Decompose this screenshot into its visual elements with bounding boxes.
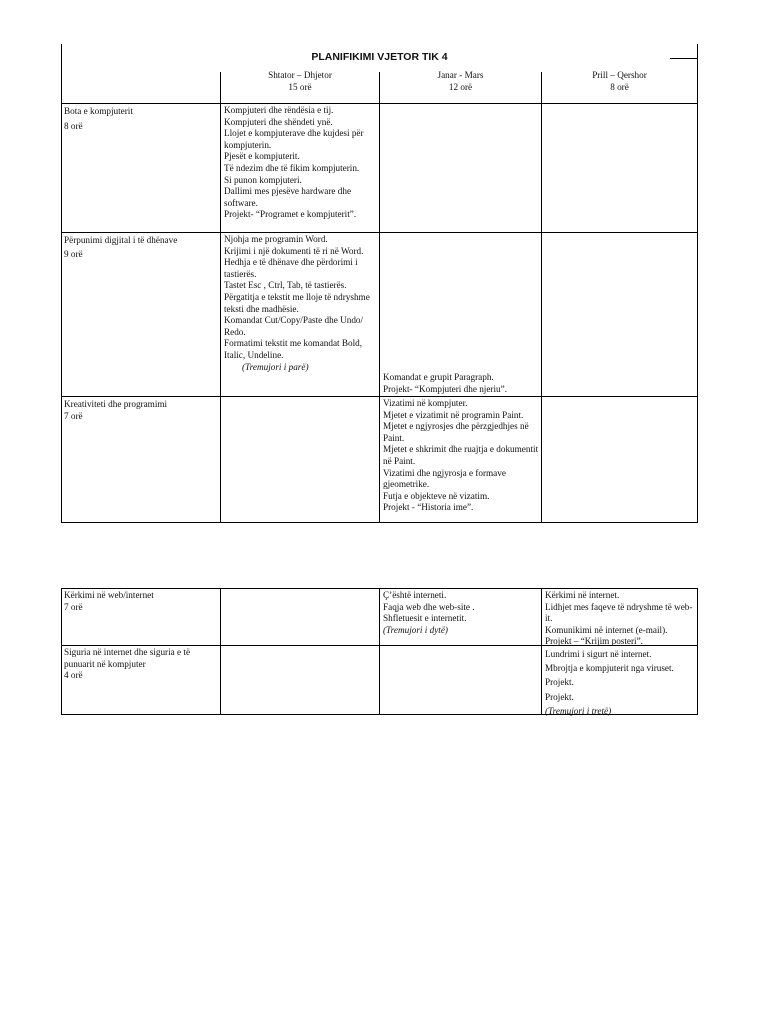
topic-name: Bota e kompjuterit (64, 106, 133, 116)
row5-topic-cell (64, 647, 218, 682)
lesson-item: Futja e objekteve në vizatim. (383, 490, 490, 501)
term-note: (Tremujori i dytë) (383, 624, 448, 635)
lesson-item: Llojet e kompjuterave dhe kujdesi për kompjuterin. (224, 128, 364, 150)
column-hours: 8 orë (610, 81, 629, 92)
lesson-item: Faqja web dhe web-site . (383, 601, 475, 612)
table1-bottom (61, 522, 698, 523)
table1-col-divider-1 (220, 72, 221, 523)
table1-col-divider-2 (379, 72, 380, 523)
lesson-item: Njohja me programin Word. (224, 234, 328, 244)
term-note: (Tremujori i tretë) (545, 705, 612, 716)
row3-col2-cell (383, 398, 539, 514)
lesson-item: Krijimi i një dokumenti të ri në Word. (224, 245, 364, 256)
column-hours: 15 orë (288, 81, 312, 92)
lesson-item: Hedhja e të dhënave dhe përdorimi i tastierës. (224, 257, 358, 279)
table2-left-border (61, 588, 62, 715)
column-period: Prill – Qershor (592, 70, 647, 80)
row2-col2-cell (383, 372, 539, 395)
table2-col-divider-2 (379, 588, 380, 715)
lesson-item: Projekt- “Programet e kompjuterit”. (224, 209, 357, 220)
topic-name: Përpunimi digjital i të dhënave (64, 235, 178, 245)
lesson-item: Mjetet e vizatimit në programin Paint. (383, 409, 524, 420)
lesson-item: Mjetet e shkrimit dhe ruajtja e dokumentit në Paint. (383, 444, 539, 466)
lesson-item: Projekt. (545, 691, 574, 702)
row5-col3-cell (545, 647, 695, 718)
term-note: (Tremujori i parë) (242, 361, 309, 372)
lesson-item: Përgatitja e tekstit me lloje të ndryshme teksti dhe madhësie. (224, 291, 370, 314)
row4-col2-cell (383, 590, 539, 636)
lesson-item: Projekt – “Krijim posteri”. (545, 636, 643, 647)
topic-hours: 4 orë (64, 670, 83, 681)
lesson-item: Projekt - “Historia ime”. (383, 502, 474, 513)
lesson-item: Dallimi mes pjesëve hardware dhe software. (224, 186, 352, 208)
topic-hours: 8 orë (64, 120, 83, 131)
row4-topic-cell (64, 590, 218, 613)
lesson-item: Komandat e grupit Paragraph. (383, 372, 494, 382)
topic-name: Siguria në internet dhe siguria e të punuarit në kompjuter (64, 647, 191, 669)
lesson-item: Kërkimi në internet. (545, 590, 620, 600)
column-hours: 12 orë (448, 81, 473, 92)
topic-hours: 7 orë (64, 601, 83, 612)
topic-name: Kërkimi në web/internet (64, 590, 154, 600)
lesson-item: Kompjuteri dhe shëndeti ynë. (224, 116, 333, 127)
lesson-item: Kompjuteri dhe rëndësia e tij. (224, 105, 334, 115)
lesson-item: Formatimi tekstit me komandat Bold, Italic, Undeline. (224, 338, 363, 360)
row4-col3-cell (545, 590, 695, 648)
row2-topic-cell (64, 235, 218, 260)
lesson-item: Mjetet e ngjyrosjes dhe përzgjedhjes në Paint. (383, 421, 529, 443)
table1-row1-bottom (61, 232, 698, 233)
lesson-item: Vizatimi dhe ngjyrosja e formave gjeometrike. (383, 467, 506, 490)
table1-header-bottom (61, 103, 698, 104)
table2-right-border (697, 588, 698, 715)
lesson-item: Projekt. (545, 677, 574, 688)
column-period: Janar - Mars (437, 70, 484, 80)
column-header-3 (542, 70, 697, 93)
row2-col1-cell (224, 234, 378, 373)
column-period: Shtator – Dhjetor (268, 70, 332, 80)
lesson-item: Komunikimi në internet (e-mail). (545, 624, 668, 635)
topic-name: Kreativiteti dhe programimi (64, 399, 168, 409)
row3-topic-cell (64, 399, 218, 422)
lesson-item: Vizatimi në kompjuter. (383, 398, 468, 408)
table1-col-divider-3 (541, 72, 542, 523)
page-title: PLANIFIKIMI VJETOR TIK 4 (311, 51, 448, 63)
lesson-item: Mbrojtja e kompjuterit nga viruset. (545, 663, 674, 674)
table1-right-border (697, 44, 698, 523)
lesson-item: Lundrimi i sigurt në internet. (545, 649, 652, 659)
lesson-item: Shfletuesit e internetit. (383, 613, 467, 624)
column-header-1 (221, 70, 379, 93)
row1-col1-cell (224, 105, 378, 221)
lesson-item: Të ndezim dhe të fikim kompjuterin. (224, 162, 360, 173)
lesson-item: Projekt- “Kompjuteri dhe njeriu”. (383, 383, 507, 394)
lesson-item: Si punon kompjuteri. (224, 174, 302, 185)
topic-hours: 9 orë (64, 248, 83, 259)
table2-col-divider-3 (541, 588, 542, 715)
table1-row2-bottom (61, 396, 698, 397)
lesson-item: Komandat Cut/Copy/Paste dhe Undo/ Redo. (224, 315, 364, 337)
lesson-item: Pjesët e kompjuterit. (224, 151, 300, 162)
table1-left-border (61, 44, 62, 523)
topic-hours: 7 orë (64, 410, 83, 421)
lesson-item: Lidhjet mes faqeve të ndryshme të web-it. (545, 601, 693, 624)
column-header-2 (380, 70, 541, 93)
table2-col-divider-1 (220, 588, 221, 715)
row1-topic-cell (64, 106, 218, 132)
lesson-item: Ç’është interneti. (383, 590, 447, 600)
lesson-item: Tastet Esc , Ctrl, Tab, të tastierës. (224, 280, 347, 291)
